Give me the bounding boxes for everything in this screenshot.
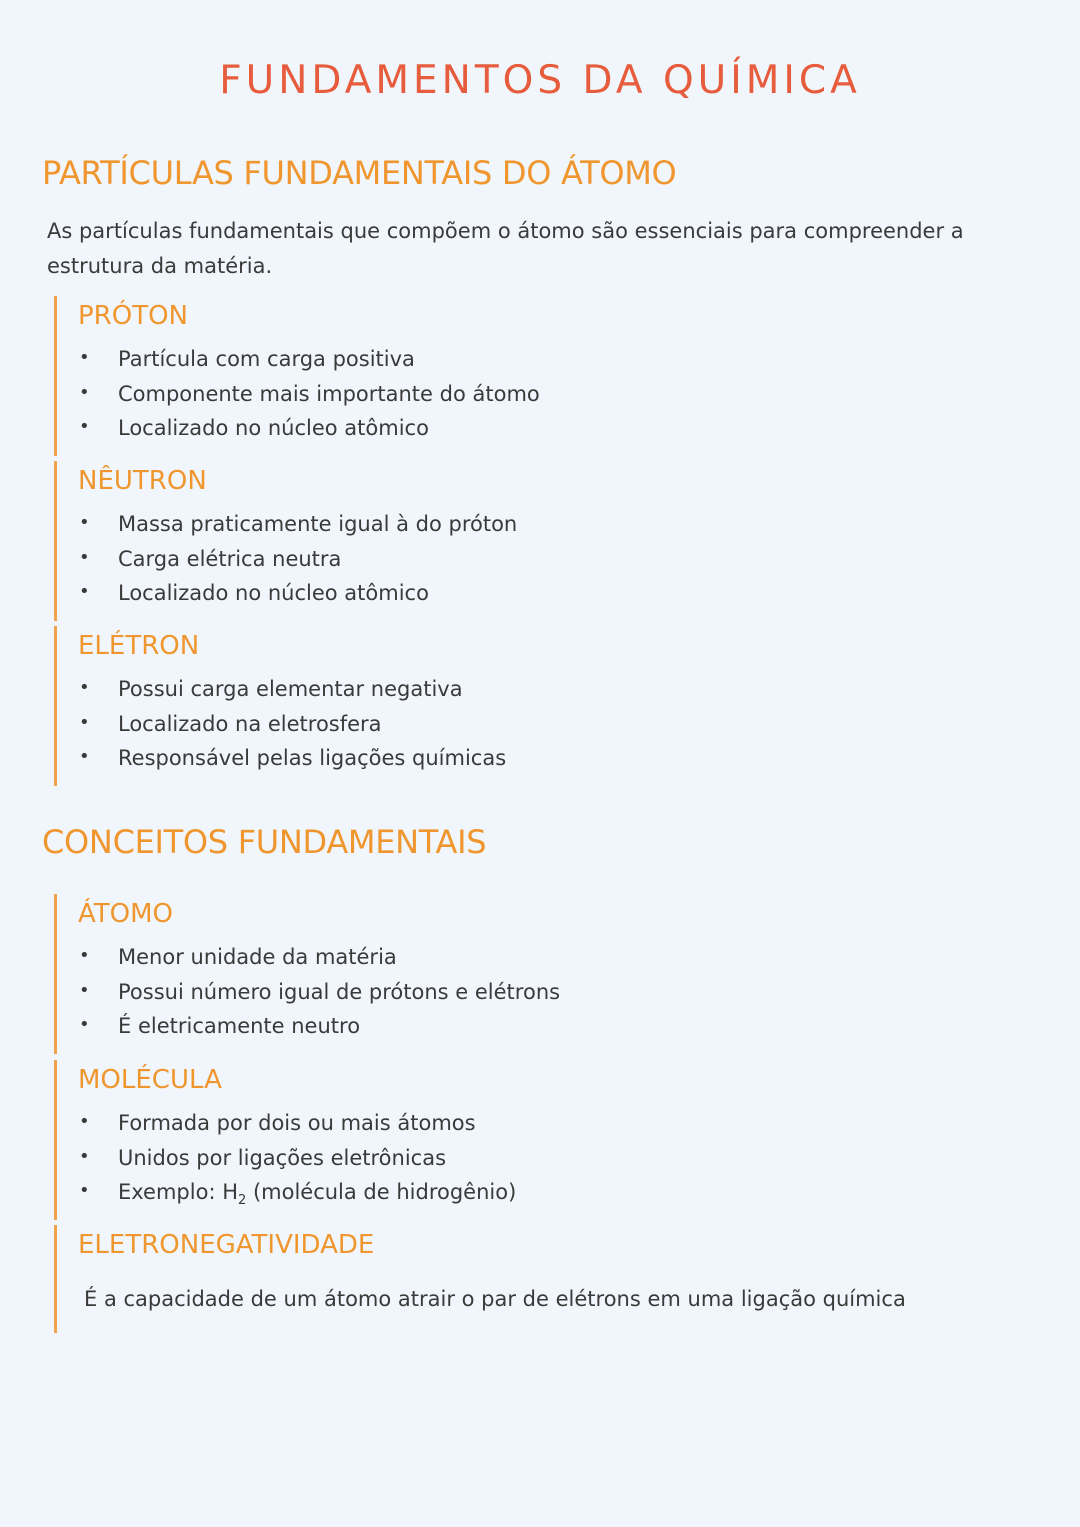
definition-text: É a capacidade de um átomo atrair o par de elétrons em uma ligação química xyxy=(84,1287,906,1311)
section-intro: As partículas fundamentais que compõem o átomo são essenciais para compreender a estrutura da matéria. xyxy=(47,219,964,278)
bullet-icon: • xyxy=(79,980,90,1001)
block-title: ÁTOMO xyxy=(78,899,174,929)
subscript: 2 xyxy=(237,1193,247,1209)
page-title: FUNDAMENTOS DA QUÍMICA xyxy=(219,58,861,103)
bullet-icon: • xyxy=(79,712,90,733)
bullet-icon: • xyxy=(79,1014,90,1035)
block-eletronegatividade xyxy=(54,1225,957,1333)
bullet-icon: • xyxy=(79,347,90,368)
section-heading-conceitos: CONCEITOS FUNDAMENTAIS xyxy=(42,823,487,861)
bullet-icon: • xyxy=(79,1111,90,1132)
bullet-icon: • xyxy=(79,547,90,568)
bullet-icon: • xyxy=(79,512,90,533)
block-title: PRÓTON xyxy=(78,301,189,331)
block-title: MOLÉCULA xyxy=(78,1065,222,1095)
block-atomo: ÁTOMO • Menor unidade da matéria • Possui número igual de prótons e elétrons • É eletricamente neutro xyxy=(54,894,957,1054)
bullet-icon: • xyxy=(79,945,90,966)
bullet-icon: • xyxy=(79,1180,90,1201)
bullet-icon: • xyxy=(79,677,90,698)
block-title: NÊUTRON xyxy=(78,466,207,496)
block-eletron: ELÉTRON • Possui carga elementar negativa • Localizado na eletrosfera • Responsável pelas ligações químicas xyxy=(54,626,957,786)
section-heading-particulas: PARTÍCULAS FUNDAMENTAIS DO ÁTOMO xyxy=(42,154,677,192)
bullet-icon: • xyxy=(79,746,90,767)
block-title: ELETRONEGATIVIDADE xyxy=(78,1230,375,1260)
bullet-icon: • xyxy=(79,581,90,602)
bullet-icon: • xyxy=(79,382,90,403)
block-proton: PRÓTON • Partícula com carga positiva • Componente mais importante do átomo • Localizado no núcleo atômico xyxy=(54,296,957,456)
block-molecula: MOLÉCULA • Formada por dois ou mais átomos • Unidos por ligações eletrônicas • Exemplo: $H_2$ (molécula de hidrogênio) xyxy=(54,1060,957,1220)
block-neutron: NÊUTRON • Massa praticamente igual à do próton • Carga elétrica neutra • Localizado no núcleo atômico xyxy=(54,461,957,621)
bullet-icon: • xyxy=(79,1146,90,1167)
block-title: ELÉTRON xyxy=(78,631,200,661)
bullet-icon: • xyxy=(79,416,90,437)
